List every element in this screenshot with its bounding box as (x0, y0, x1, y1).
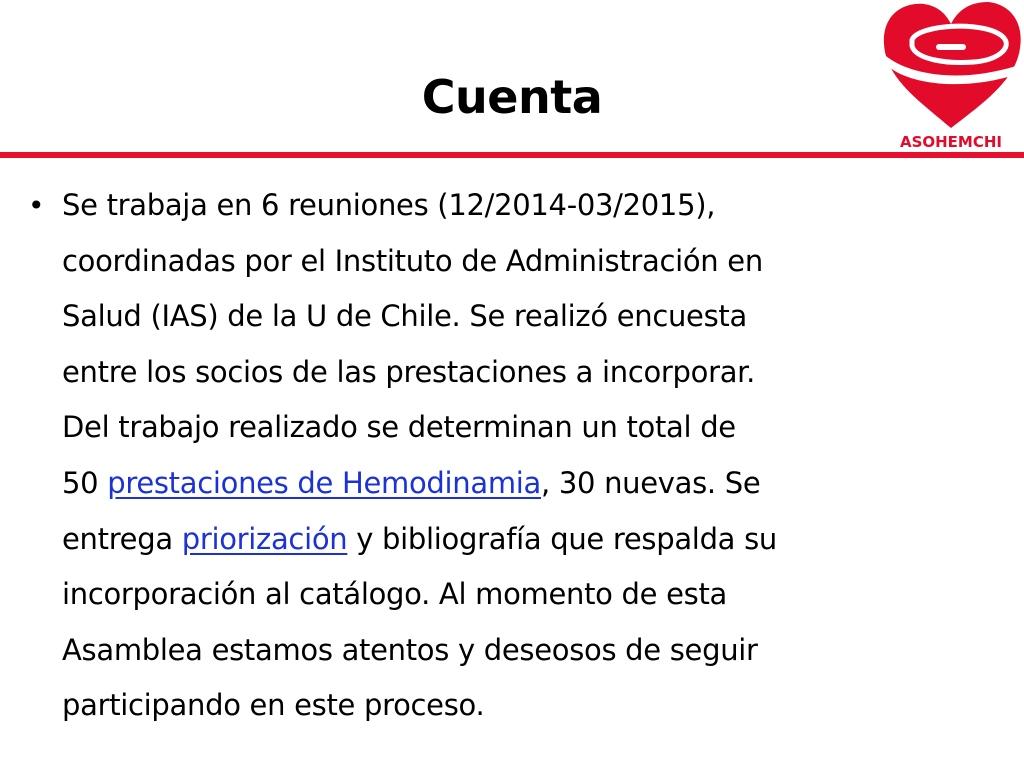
bullet-point: • (28, 189, 45, 222)
paragraph-line: Salud (IAS) de la U de Chile. Se realizó encuesta (62, 299, 747, 334)
header-rule (0, 152, 1024, 158)
slide-title: Cuenta (421, 70, 603, 124)
paragraph-line: Del trabajo realizado se determinan un total de (62, 410, 736, 445)
text-fragment: 50 (62, 465, 108, 500)
text-fragment: y bibliografía que respalda su (347, 521, 777, 556)
heart-icon (878, 0, 1024, 135)
text-fragment: , 30 nuevas. Se (541, 465, 761, 500)
bullet-item (28, 178, 998, 734)
paragraph-line: Asamblea estamos atentos y deseosos de seguir (62, 632, 758, 667)
paragraph-line: coordinadas por el Instituto de Administración en (62, 243, 763, 278)
paragraph-line (62, 456, 998, 512)
asohemchi-logo (878, 0, 1024, 158)
priorizacion-link[interactable]: priorización (181, 521, 348, 556)
paragraph-line: entre los socios de las prestaciones a incorporar. (62, 354, 756, 389)
paragraph-line: incorporación al catálogo. Al momento de esta (62, 577, 727, 612)
paragraph-line (62, 512, 998, 568)
text-fragment: entrega (62, 521, 182, 556)
paragraph-line: Se trabaja en 6 reuniones (12/2014-03/2015), (62, 188, 716, 222)
logo-text: ASOHEMCHI (899, 133, 1003, 151)
content-area (28, 178, 998, 734)
paragraph-line: participando en este proceso. (62, 688, 485, 723)
hemodinamia-link[interactable]: prestaciones de Hemodinamia (107, 465, 542, 500)
bullet-paragraph (62, 178, 998, 734)
